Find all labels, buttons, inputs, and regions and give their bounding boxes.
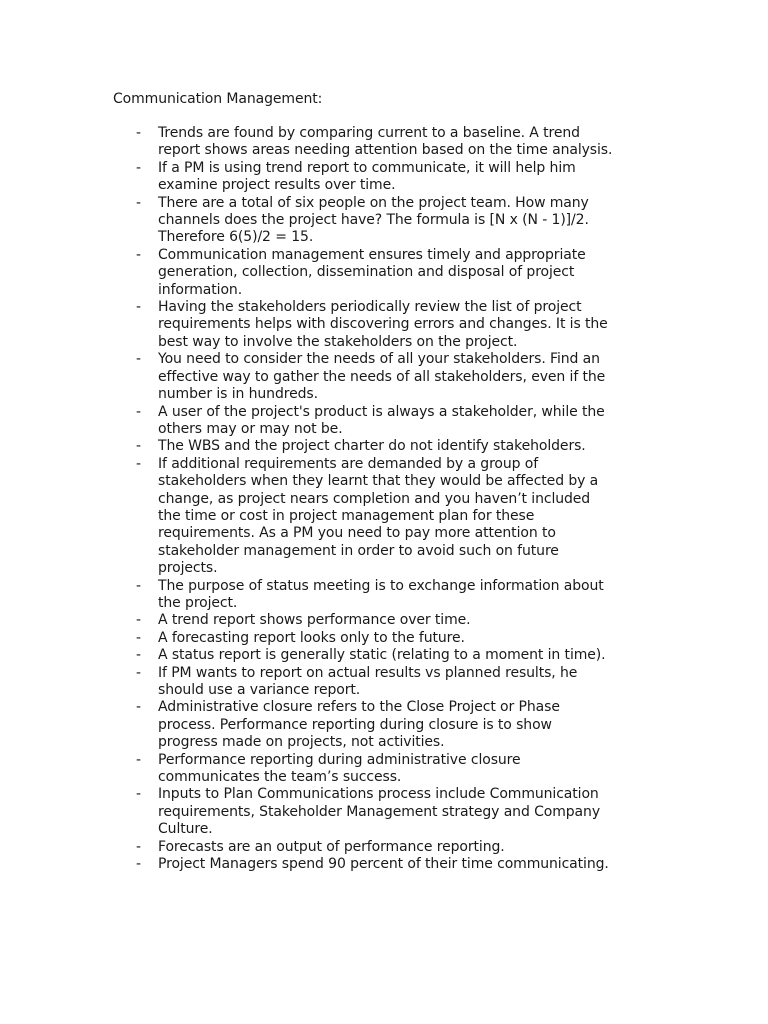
list-item-text-line: communicates the team’s success. [158, 769, 402, 786]
bullet-marker: - [136, 194, 141, 211]
list-item-text-line: stakeholder management in order to avoid such on future [158, 542, 559, 559]
list-item-text-line: effective way to gather the needs of all stakeholders, even if the [158, 368, 606, 385]
list-item-text-line: the time or cost in project management plan for these [158, 507, 535, 524]
list-item [136, 438, 656, 455]
list-item-text-line: The purpose of status meeting is to exchange information about [158, 577, 604, 594]
bullet-marker: - [136, 629, 141, 646]
bullet-marker: - [136, 786, 141, 803]
list-item-text-line: Therefore 6(5)/2 = 15. [158, 229, 314, 246]
list-item [136, 839, 656, 856]
list-item-text-line: requirements helps with discovering errors and changes. It is the [158, 316, 608, 333]
list-item-text-line: Performance reporting during administrative closure [158, 751, 521, 768]
list-item [136, 578, 656, 613]
list-item [136, 786, 656, 838]
list-item-text-line: information. [158, 281, 243, 298]
bullet-marker: - [136, 838, 141, 855]
list-item-text-line: others may or may not be. [158, 420, 343, 437]
list-item-text-line: the project. [158, 594, 238, 611]
list-item-text-line: Project Managers spend 90 percent of their time communicating. [158, 856, 609, 873]
list-item [136, 699, 656, 751]
list-item [136, 125, 656, 160]
list-item [136, 856, 656, 873]
bullet-marker: - [136, 299, 141, 316]
list-item-text-line: If a PM is using trend report to communicate, it will help him [158, 159, 576, 176]
list-item-text-line: requirements, Stakeholder Management strategy and Company [158, 803, 600, 820]
list-item [136, 647, 656, 664]
list-item-text-line: Trends are found by comparing current to a baseline. A trend [158, 125, 580, 141]
list-item-text-line: best way to involve the stakeholders on the project. [158, 333, 518, 350]
list-item-text-line: Having the stakeholders periodically review the list of project [158, 299, 582, 316]
list-item-text-line: A trend report shows performance over time. [158, 612, 471, 629]
list-item [136, 752, 656, 787]
bullet-marker: - [136, 664, 141, 681]
bullet-marker: - [136, 403, 141, 420]
bullet-marker: - [136, 351, 141, 368]
list-item-text-line: Culture. [158, 821, 213, 838]
list-item [136, 247, 656, 299]
list-item-text-line: A forecasting report looks only to the future. [158, 629, 465, 646]
bullet-marker: - [136, 125, 141, 141]
list-item [136, 195, 656, 247]
list-item [136, 665, 656, 700]
list-item-text-line: channels does the project have? The formula is [N x (N - 1)]/2. [158, 212, 589, 229]
list-item-text-line: Communication management ensures timely and appropriate [158, 246, 586, 263]
bullet-marker: - [136, 612, 141, 629]
bullet-marker: - [136, 751, 141, 768]
document-title: Communication Management: [113, 91, 323, 107]
list-item-text-line: generation, collection, dissemination and disposal of project [158, 264, 575, 281]
list-item [136, 630, 656, 647]
list-item-text-line: If additional requirements are demanded by a group of [158, 455, 539, 472]
bullet-marker: - [136, 856, 141, 873]
list-item-text-line: Forecasts are an output of performance reporting. [158, 838, 505, 855]
bullet-list [136, 125, 656, 873]
list-item [136, 612, 656, 629]
list-item-text-line: should use a variance report. [158, 682, 361, 698]
list-item-text-line: You need to consider the needs of all your stakeholders. Find an [158, 351, 600, 368]
bullet-marker: - [136, 577, 141, 594]
list-item [136, 456, 656, 578]
list-item-text-line: progress made on projects, not activities. [158, 734, 445, 751]
list-item-text-line: change, as project nears completion and you haven’t included [158, 490, 591, 507]
list-item-text-line: Administrative closure refers to the Close Project or Phase [158, 699, 560, 716]
list-item [136, 404, 656, 439]
list-item-text-line: If PM wants to report on actual results vs planned results, he [158, 664, 578, 681]
bullet-marker: - [136, 455, 141, 472]
list-item [136, 160, 656, 195]
list-item-text-line: A status report is generally static (relating to a moment in time). [158, 647, 606, 664]
bullet-marker: - [136, 159, 141, 176]
bullet-marker: - [136, 647, 141, 664]
list-item-text-line: Inputs to Plan Communications process include Communication [158, 786, 599, 803]
list-item-text-line: projects. [158, 560, 218, 577]
list-item-text-line: report shows areas needing attention based on the time analysis. [158, 142, 613, 159]
list-item [136, 351, 656, 403]
list-item-text-line: number is in hundreds. [158, 386, 318, 403]
bullet-marker: - [136, 246, 141, 263]
list-item-text-line: process. Performance reporting during closure is to show [158, 716, 552, 733]
list-item-text-line: The WBS and the project charter do not identify stakeholders. [158, 438, 586, 455]
list-item-text-line: examine project results over time. [158, 177, 396, 194]
list-item [136, 299, 656, 351]
list-item-text-line: A user of the project's product is always a stakeholder, while the [158, 403, 605, 420]
list-item-text-line: There are a total of six people on the project team. How many [158, 194, 589, 211]
list-item-text-line: stakeholders when they learnt that they would be affected by a [158, 473, 599, 490]
bullet-marker: - [136, 438, 141, 455]
bullet-marker: - [136, 699, 141, 716]
list-item-text-line: requirements. As a PM you need to pay more attention to [158, 525, 556, 542]
